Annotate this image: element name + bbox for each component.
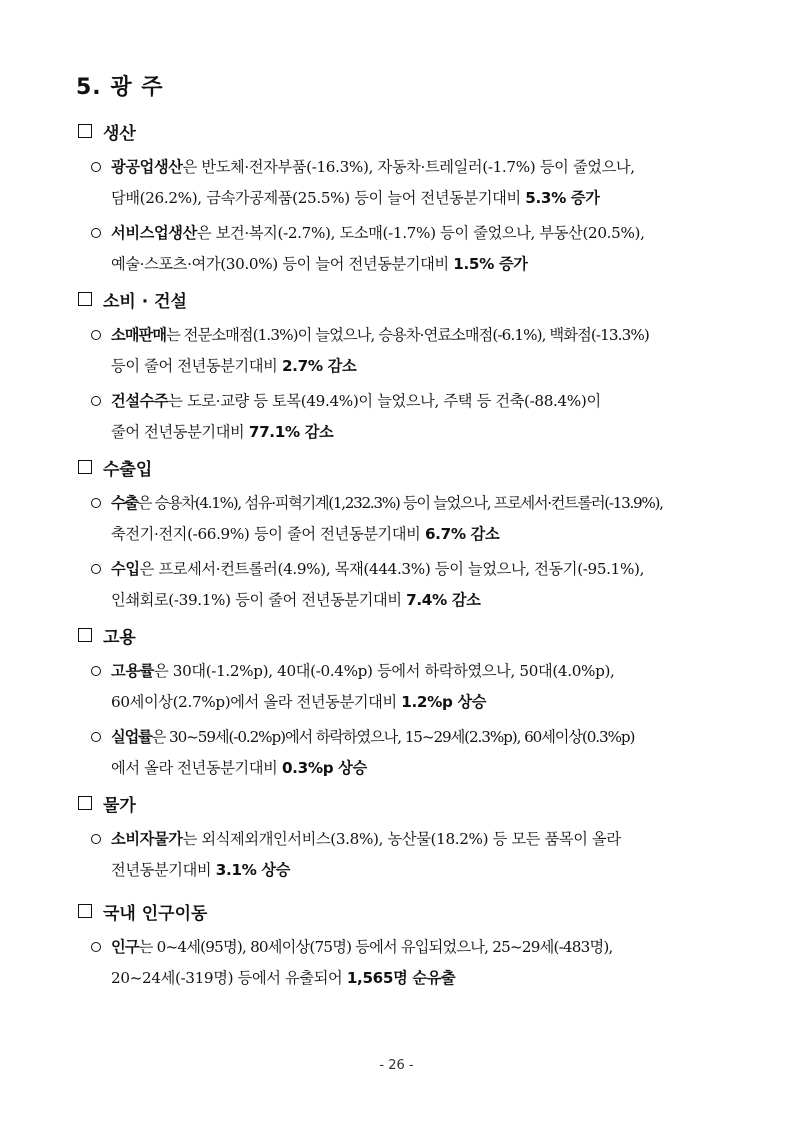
item-text: 등이 줄어 전년동분기대비 <box>111 357 282 375</box>
item-keyword: 소매판매 <box>111 326 167 344</box>
item-text: 는 0~4세(95명), 80세이상(75명) 등에서 유입되었으나, 25~29세(-483명), <box>138 938 613 956</box>
item-text: 은 30대(-1.2%p), 40대(-0.4%p) 등에서 하락하였으나, 50대(4.0%p), <box>153 662 615 680</box>
item-line-1 <box>111 824 726 855</box>
item-line-1 <box>111 554 726 585</box>
circle-bullet-icon <box>88 218 104 249</box>
item-emphasis: 77.1% 감소 <box>248 423 334 441</box>
section-heading <box>76 622 726 648</box>
item-keyword: 인구 <box>111 938 139 956</box>
section-consumption-construction <box>76 286 726 448</box>
item-line-1 <box>111 218 726 249</box>
item-text: 축전기·전지(-66.9%) 등이 줄어 전년동분기대비 <box>111 525 425 543</box>
list-item <box>76 320 726 382</box>
section-production <box>76 118 726 280</box>
item-line-1 <box>111 722 726 753</box>
item-keyword: 수출 <box>111 494 138 512</box>
item-line-1 <box>111 488 726 519</box>
item-text: 줄어 전년동분기대비 <box>111 423 249 441</box>
heading-text: 소비 · 건설 <box>103 291 187 312</box>
list-item <box>76 824 726 886</box>
square-bullet-icon <box>78 628 92 642</box>
item-keyword: 고용률 <box>111 662 154 680</box>
item-text: 전년동분기대비 <box>111 861 216 879</box>
item-emphasis: 7.4% 감소 <box>406 591 481 609</box>
circle-bullet-icon <box>88 656 104 687</box>
page-title: 5. 광 주 <box>76 75 164 100</box>
section-prices <box>76 790 726 886</box>
section-heading <box>76 454 726 480</box>
circle-bullet-icon <box>88 386 104 417</box>
square-bullet-icon <box>78 124 92 138</box>
section-trade <box>76 454 726 616</box>
item-keyword: 실업률 <box>111 728 152 746</box>
item-text: 에서 올라 전년동분기대비 <box>111 759 282 777</box>
circle-bullet-icon <box>88 932 104 963</box>
item-text: 는 도로·교량 등 토목(49.4%)이 늘었으나, 주택 등 건축(-88.4%)이 <box>168 392 601 410</box>
page-number: - 26 - <box>379 1058 414 1073</box>
item-text: 은 보건·복지(-2.7%), 도소매(-1.7%) 등이 줄었으나, 부동산(20.5%), <box>196 224 645 242</box>
circle-bullet-icon <box>88 824 104 855</box>
item-text: 은 승용차(4.1%), 섬유·피혁기계(1,232.3%) 등이 늘었으나, 프로세서·컨트롤러(-13.9%), <box>137 494 663 512</box>
item-line-1 <box>111 152 726 183</box>
item-text: 담배(26.2%), 금속가공제품(25.5%) 등이 늘어 전년동분기대비 <box>111 189 526 207</box>
item-emphasis: 1.5% 증가 <box>453 255 528 273</box>
item-text: 는 외식제외개인서비스(3.8%), 농산물(18.2%) 등 모든 품목이 올라 <box>182 830 621 848</box>
item-line-2 <box>111 687 726 718</box>
circle-bullet-icon <box>88 554 104 585</box>
list-item <box>76 152 726 214</box>
item-text: 인쇄회로(-39.1%) 등이 줄어 전년동분기대비 <box>111 591 407 609</box>
item-emphasis: 3.1% 상승 <box>215 861 291 879</box>
square-bullet-icon <box>78 460 92 474</box>
item-text: 예술·스포츠·여가(30.0%) 등이 늘어 전년동분기대비 <box>111 255 454 273</box>
item-emphasis: 0.3%p 상승 <box>281 759 367 777</box>
list-item <box>76 386 726 448</box>
item-line-2 <box>111 585 726 616</box>
item-line-1 <box>111 656 726 687</box>
circle-bullet-icon <box>88 152 104 183</box>
circle-bullet-icon <box>88 320 104 351</box>
item-keyword: 소비자물가 <box>111 830 183 848</box>
list-item <box>76 554 726 616</box>
section-employment <box>76 622 726 784</box>
list-item <box>76 932 726 994</box>
item-keyword: 광공업생산 <box>111 158 183 176</box>
heading-text: 고용 <box>103 627 136 648</box>
section-heading <box>76 898 726 924</box>
list-item <box>76 656 726 718</box>
heading-text: 생산 <box>103 123 136 144</box>
item-keyword: 수입 <box>111 560 140 578</box>
item-text: 은 프로세서·컨트롤러(4.9%), 목재(444.3%) 등이 늘었으나, 전동기(-95.1%), <box>139 560 645 578</box>
item-emphasis: 6.7% 감소 <box>424 525 500 543</box>
section-heading <box>76 286 726 312</box>
item-emphasis: 2.7% 감소 <box>281 357 357 375</box>
item-text: 은 30~59세(-0.2%p)에서 하락하였으나, 15~29세(2.3%p), 60세이상(0.3%p) <box>151 728 635 746</box>
square-bullet-icon <box>78 904 92 918</box>
item-line-2 <box>111 183 726 214</box>
item-line-2 <box>111 963 726 994</box>
list-item <box>76 488 726 550</box>
item-line-2 <box>111 417 726 448</box>
heading-text: 물가 <box>103 795 136 816</box>
list-item <box>76 218 726 280</box>
square-bullet-icon <box>78 796 92 810</box>
item-line-1 <box>111 320 726 351</box>
item-line-1 <box>111 932 726 963</box>
item-line-2 <box>111 855 726 886</box>
section-migration <box>76 898 726 994</box>
item-line-2 <box>111 519 726 550</box>
section-heading <box>76 790 726 816</box>
item-emphasis: 1,565명 순유출 <box>346 969 456 987</box>
item-emphasis: 1.2%p 상승 <box>401 693 487 711</box>
item-text: 20~24세(-319명) 등에서 유출되어 <box>111 969 347 987</box>
item-text: 은 반도체·전자부품(-16.3%), 자동차·트레일러(-1.7%) 등이 줄었으나, <box>182 158 635 176</box>
item-text: 는 전문소매점(1.3%)이 늘었으나, 승용차·연료소매점(-6.1%), 백화점(-13.3%) <box>166 326 649 344</box>
circle-bullet-icon <box>88 722 104 753</box>
heading-text: 국내 인구이동 <box>103 903 208 924</box>
heading-text: 수출입 <box>103 459 153 480</box>
item-line-2 <box>111 249 726 280</box>
circle-bullet-icon <box>88 488 104 519</box>
item-keyword: 건설수주 <box>111 392 169 410</box>
item-line-1 <box>111 386 726 417</box>
item-line-2 <box>111 351 726 382</box>
section-heading <box>76 118 726 144</box>
square-bullet-icon <box>78 292 92 306</box>
item-line-2 <box>111 753 726 784</box>
item-keyword: 서비스업생산 <box>111 224 197 242</box>
list-item <box>76 722 726 784</box>
item-text: 60세이상(2.7%p)에서 올라 전년동분기대비 <box>111 693 402 711</box>
item-emphasis: 5.3% 증가 <box>525 189 600 207</box>
